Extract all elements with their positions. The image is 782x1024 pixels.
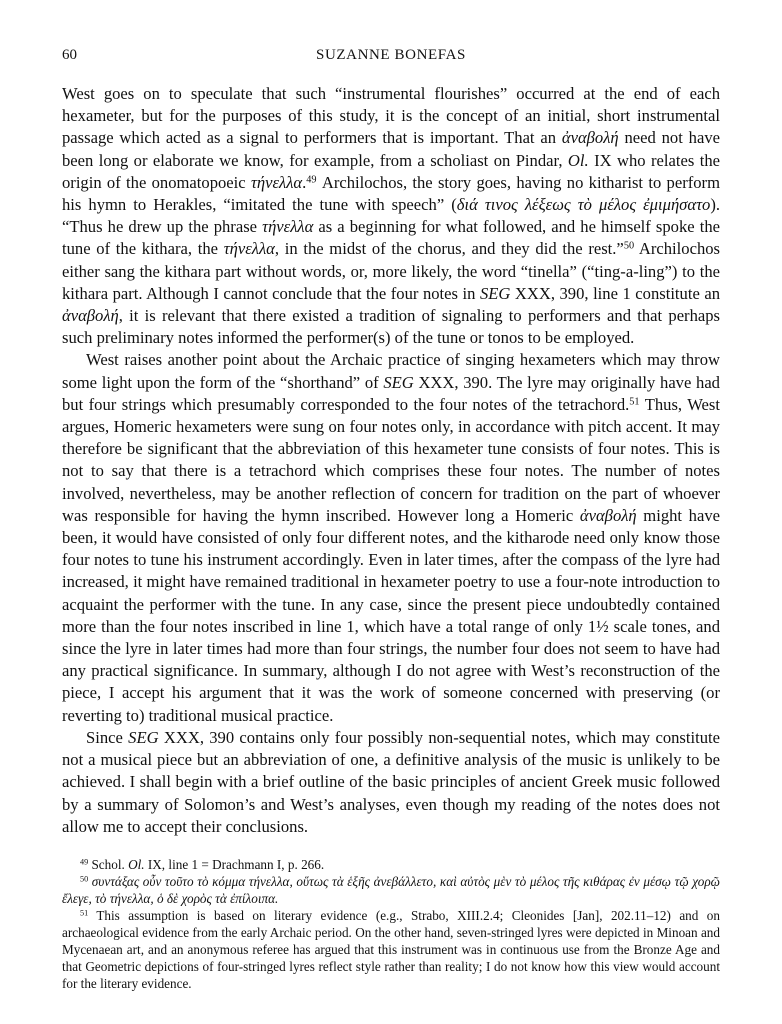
text-run: , it is relevant that there existed a tradition of signaling to performers and that perhaps such preliminary notes informed the performer(s) of the tune or tonos to be employed.	[62, 306, 720, 348]
text-run: West goes on to speculate that such “instrumental flourishes” occurred at the end of each hexameter, but for the purposes of this study, it is the concept of an initial, short instrumental passage which acted as a signal to performers that is important. That an	[62, 84, 720, 148]
italic-title: SEG	[383, 372, 414, 392]
text-run: IX, line 1 = Drachmann I, p. 266.	[144, 857, 325, 872]
text-run: XXX, 390, line 1 constitute an	[510, 283, 720, 303]
footnotes	[62, 856, 720, 992]
text-run: IX who relates the origin of the onomatopoeic	[62, 150, 720, 192]
greek-term: τήνελλα	[223, 239, 275, 259]
footnote-number: 49	[80, 857, 89, 867]
footnote-49	[62, 856, 720, 873]
text-run: This assumption is based on literary evidence (e.g., Strabo, XIII.2.4; Cleonides [Jan], 202.11–12) and on archaeological evidence from the early Archaic period. On the other hand, seven-stringed lyres were depicted in Minoan and Mycenaean art, and an anonymous referee has argued that this instrument was in continuous use from the Bronze Age and that Geometric depictions of four-stringed lyres reflect style rather than reality; I do not know how this view would account for the literary evidence.	[62, 908, 720, 991]
text-run: might have been, it would have consisted of only four different notes, and the kitharode need only know those four notes to tune his instrument accordingly. Even in later times, after the compass of the lyre had increased, it might have remained traditional in hexameter poetry to use a four-note introduction to acquaint the performer with the tune. In any case, since the present piece undoubtedly contained more than the four notes inscribed in line 1, which have a total range of only 1½ scale tones, and since the lyre in later times had more than four strings, the number four does not seem to have had any practical significance. In summary, although I do not agree with West’s reconstruction of the piece, I accept his argument that it was the work of someone concerned with preserving (or reverting to) traditional musical practice.	[62, 505, 721, 725]
text-run: ). “Thus he drew up the phrase	[62, 195, 720, 237]
footnote-ref-49[interactable]: 49	[306, 174, 317, 186]
footnote-number: 51	[80, 908, 89, 918]
italic-title: Ol.	[567, 150, 589, 170]
text-run: XXX, 390. The lyre may originally have had but four strings which presumably corresponded to the four notes of the tetrachord.	[62, 372, 720, 414]
text-run: Archilochos, the story goes, having no kitharist to perform his hymn to Herakles, “imitated the tune with speech” (	[62, 172, 720, 215]
greek-term: ἀναβολή	[561, 128, 619, 148]
footnote-50	[62, 873, 720, 907]
greek-term: ἀναβολή	[579, 505, 637, 525]
text-run: XXX, 390 contains only four possibly non-sequential notes, which may constitute not a musical piece but an abbreviation of one, a definitive analysis of the music is unlikely to be achieved. I shall begin with a brief outline of the basic principles of ancient Greek music followed by a summary of Solomon’s and West’s analyses, even though my reading of the notes does not allow me to accept their conclusions.	[62, 727, 720, 836]
italic-title: SEG	[128, 727, 159, 747]
greek-term: τήνελλα	[262, 217, 314, 237]
page-header	[62, 47, 720, 69]
footnote-ref-51[interactable]: 51	[629, 396, 640, 408]
paragraph-3	[62, 727, 720, 838]
running-head: SUZANNE BONEFAS	[316, 47, 466, 63]
footnote-51	[62, 907, 720, 992]
page-number: 60	[62, 47, 77, 63]
italic-title: SEG	[479, 283, 511, 303]
greek-quote: διά τινος λέξεως τὸ μέλος ἐμιμήσατο	[456, 195, 711, 215]
text-run: Since	[86, 727, 129, 747]
paragraph-1	[62, 83, 720, 349]
text-run: need not have been long or elaborate we know, for example, from a scholiast on Pindar,	[62, 128, 720, 170]
text-run: West raises another point about the Archaic practice of singing hexameters which may throw some light upon the form of the “shorthand” of	[62, 350, 720, 392]
italic-title: Ol.	[128, 857, 145, 872]
greek-quote: συντάξας οὖν τοῦτο τὸ κόμμα τήνελλα, οὕτως τὰ ἑξῆς ἀνεβάλλετο, καὶ αὐτὸς μὲν τὸ μέλος τῆς κιθάρας ἐν μέσῳ τῷ χορῷ ἔλεγε, τὸ τήνελλα, ὁ δὲ χορὸς τὰ ἐπίλοιπα.	[62, 874, 720, 906]
footnote-ref-50[interactable]: 50	[623, 240, 635, 252]
footnote-number: 50	[80, 874, 89, 884]
body-text	[62, 83, 720, 838]
text-run: .	[302, 172, 307, 192]
text-run: , in the midst of the chorus, and they did the rest.”	[274, 239, 624, 259]
greek-term: ἀναβολή	[62, 306, 119, 326]
paragraph-2	[62, 349, 720, 726]
text-run: Thus, West argues, Homeric hexameters were sung on four notes only, in accordance with pitch accent. It may therefore be significant that the abbreviation of this hexameter tune consists of four notes. This is not to say that there is a tetrachord which comprises these four notes. The number of notes involved, nevertheless, may be another reflection of concern for tradition on the part of whoever was responsible for having the hymn inscribed. However long a Homeric	[62, 394, 720, 525]
text-run: Schol.	[88, 857, 129, 872]
text-run: Archilochos either sang the kithara part without words, or, more likely, the word “tinella” (“ting-a-ling”) to the kithara part. Although I cannot conclude that the four notes in	[62, 239, 720, 303]
greek-term: τήνελλα	[250, 172, 303, 192]
text-run: as a beginning for what followed, and he himself spoke the tune of the kithara, the	[62, 217, 720, 259]
